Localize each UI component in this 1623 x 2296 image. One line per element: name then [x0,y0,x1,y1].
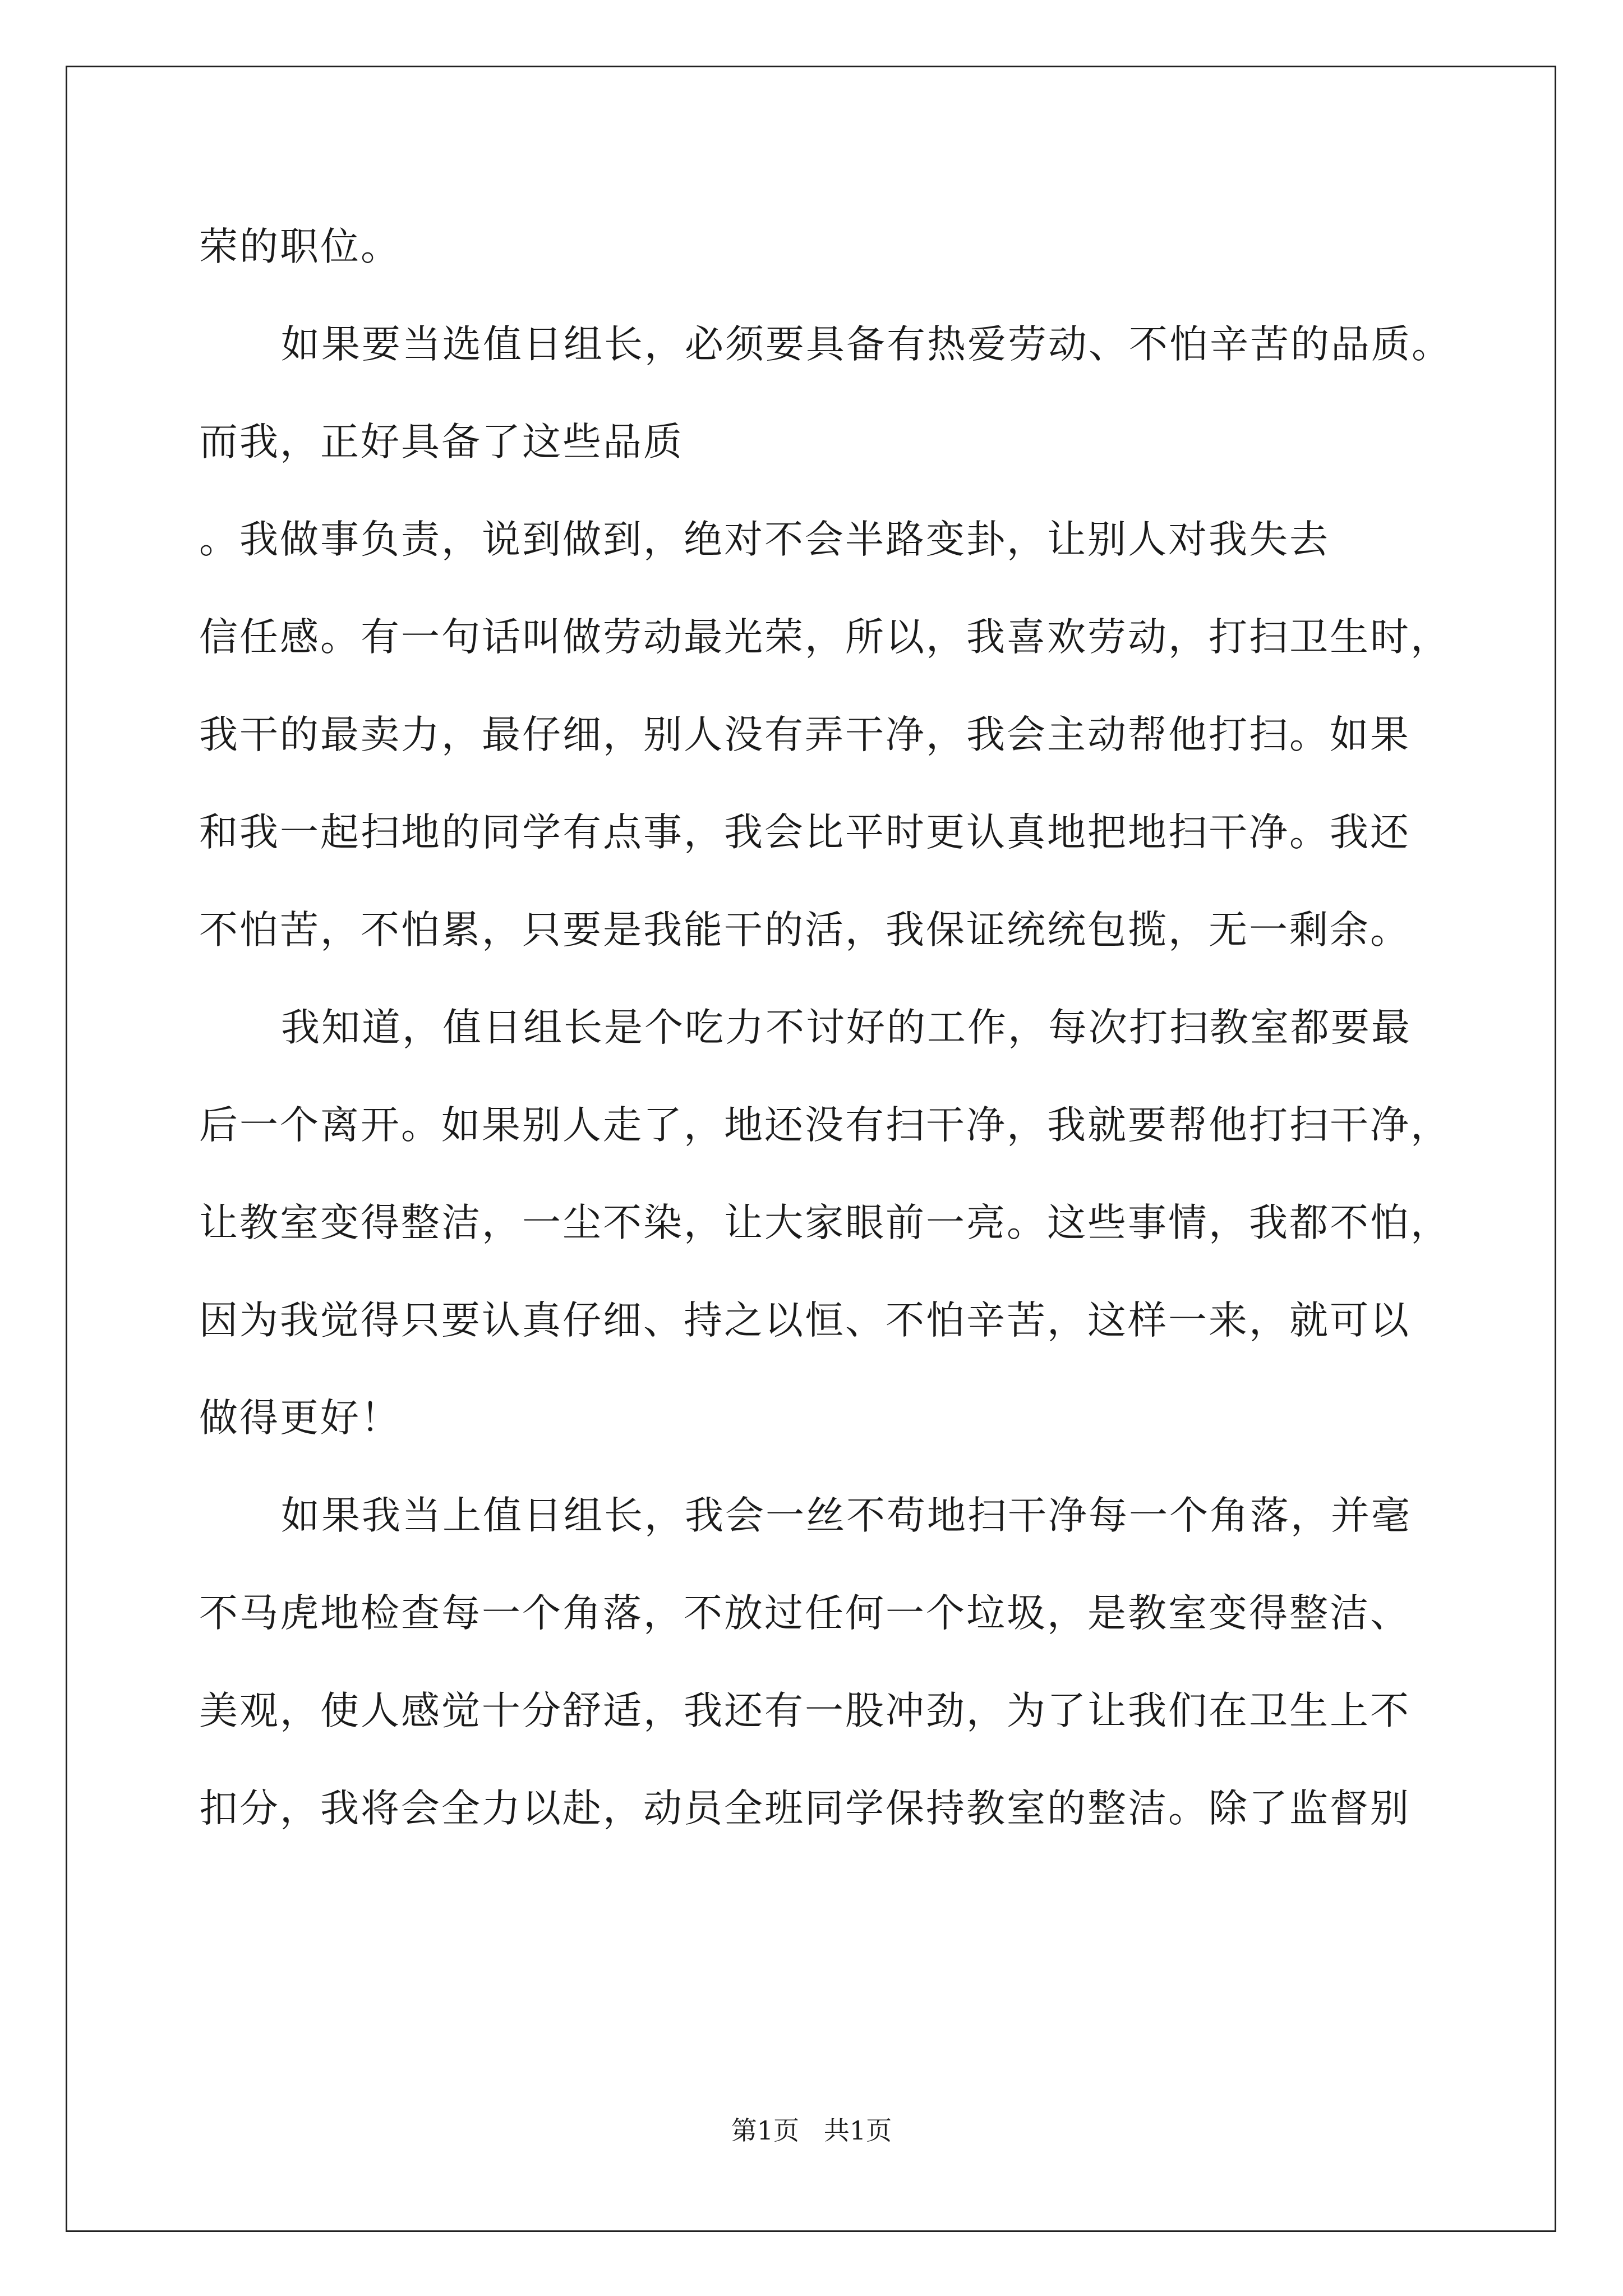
text-line: 。我做事负责，说到做到，绝对不会半路变卦，让别人对我失去 [199,517,1330,562]
text-line: 如果我当上值日组长，我会一丝不苟地扫干净每一个角落，并毫 [281,1493,1412,1538]
text-line: 我知道，值日组长是个吃力不讨好的工作，每次打扫教室都要最 [281,1005,1412,1050]
text-line: 做得更好！ [199,1396,401,1441]
text-line: 扣分，我将会全力以赴，动员全班同学保持教室的整洁。除了监督别 [199,1786,1410,1831]
text-line: 而我，正好具备了这些品质 [199,420,684,464]
text-line: 信任感。有一句话叫做劳动最光荣，所以，我喜欢劳动，打扫卫生时， [199,615,1451,660]
text-line: 不怕苦，不怕累，只要是我能干的活，我保证统统包揽，无一剩余。 [199,908,1410,953]
text-line: 荣的职位。 [199,224,401,269]
text-line: 美观，使人感觉十分舒适，我还有一股冲劲，为了让我们在卫生上不 [199,1688,1410,1733]
text-line: 我干的最卖力，最仔细，别人没有弄干净，我会主动帮他打扫。如果 [199,712,1410,757]
text-line: 后一个离开。如果别人走了，地还没有扫干净，我就要帮他打扫干净， [199,1103,1451,1148]
text-line: 因为我觉得只要认真仔细、持之以恒、不怕辛苦，这样一来，就可以 [199,1298,1410,1343]
text-line: 不马虎地检查每一个角落，不放过任何一个垃圾，是教室变得整洁、 [199,1591,1410,1636]
page-number-footer: 第1页 共1页 [731,2115,892,2146]
text-line: 和我一起扫地的同学有点事，我会比平时更认真地把地扫干净。我还 [199,810,1410,855]
text-line: 如果要当选值日组长，必须要具备有热爱劳动、不怕辛苦的品质。 [281,322,1452,367]
text-line: 让教室变得整洁，一尘不染，让大家眼前一亮。这些事情，我都不怕， [199,1200,1451,1245]
